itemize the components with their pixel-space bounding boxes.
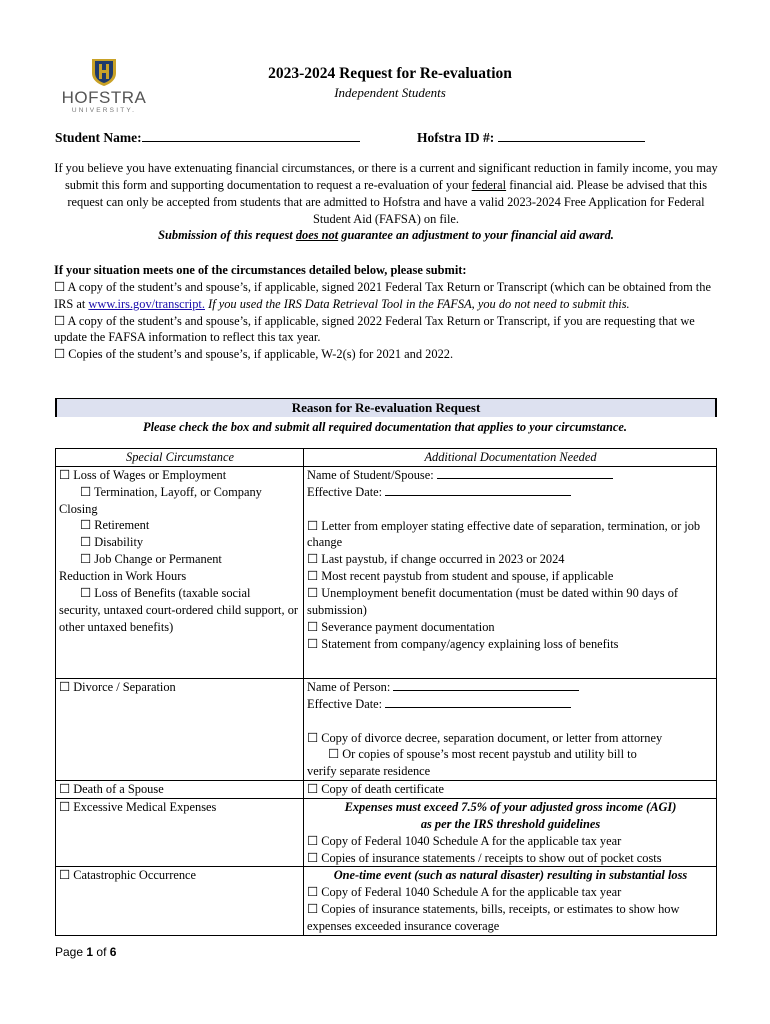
checkbox-benefits-statement[interactable]: ☐ Statement from company/agency explaining loss of benefits (307, 636, 619, 651)
checkbox-severance[interactable]: ☐ Severance payment documentation (307, 619, 495, 634)
checkbox-loss-of-benefits[interactable]: ☐ Loss of Benefits (taxable social (80, 585, 251, 600)
checkbox-catastrophic[interactable]: ☐ Catastrophic Occurrence (59, 868, 197, 883)
spouse-paystub-cont: verify separate residence (307, 764, 431, 779)
termination-cont: Closing (59, 501, 98, 516)
page-subtitle: Independent Students (334, 85, 446, 100)
checkbox-medical-expenses[interactable]: ☐ Excessive Medical Expenses (59, 800, 217, 815)
person-name-row: Name of Person: (307, 679, 714, 696)
effective-date-row: Effective Date: (307, 484, 714, 501)
checkbox-unemployment[interactable]: ☐ Unemployment benefit documentation (must be dated within 90 days of submission) (307, 586, 679, 617)
checkbox-insurance-estimates[interactable]: ☐ Copies of insurance statements, bills, receipts, or estimates to show how expenses exceeded insurance coverage (307, 902, 680, 934)
divorce-date-row: Effective Date: (307, 696, 714, 713)
table-row (56, 781, 717, 799)
checkbox-spouse-paystub[interactable]: ☐ Or copies of spouse’s most recent paystub and utility bill to (328, 747, 637, 762)
job-change-cont: Reduction in Work Hours (59, 569, 187, 584)
checkbox-death-of-spouse[interactable]: ☐ Death of a Spouse (59, 782, 164, 797)
student-spouse-name-row: Name of Student/Spouse: (307, 467, 714, 484)
page-title: 2023-2024 Request for Re-evaluation (268, 65, 512, 82)
hofstra-id-row (417, 129, 645, 147)
checkbox-disability[interactable]: ☐ Disability (80, 535, 144, 550)
situation-item-3[interactable]: ☐ Copies of the student’s and spouse’s, if applicable, W-2(s) for 2021 and 2022. (54, 347, 454, 362)
logo-subtitle: UNIVERSITY. (71, 107, 137, 114)
situation-heading: If your situation meets one of the circumstances detailed below, please submit: (54, 263, 467, 277)
student-name-row (55, 129, 360, 147)
situation-section (54, 262, 718, 363)
checkbox-insurance-receipts[interactable]: ☐ Copies of insurance statements / receipts to show out of pocket costs (307, 850, 662, 865)
page-footer: Page 1 of 6 (55, 945, 117, 959)
checkbox-retirement[interactable]: ☐ Retirement (80, 518, 150, 533)
circumstance-table (55, 448, 717, 936)
logo-wordmark: HOFSTRA (61, 88, 147, 107)
checkbox-divorce[interactable]: ☐ Divorce / Separation (59, 679, 176, 694)
page-number: 1 (86, 945, 94, 959)
checkbox-schedule-a-catastrophic[interactable]: ☐ Copy of Federal 1040 Schedule A for the applicable tax year (307, 885, 622, 900)
checkbox-last-paystub[interactable]: ☐ Last paystub, if change occurred in 2023 or 2024 (307, 552, 565, 567)
page-total: 6 (109, 945, 117, 959)
intro-federal: federal (471, 177, 507, 192)
checkbox-divorce-decree[interactable]: ☐ Copy of divorce decree, separation document, or letter from attorney (307, 730, 663, 745)
reason-instructions: Please check the box and submit all required documentation that applies to your circumstance. (143, 420, 627, 434)
intro-disclaimer: Submission of this request does not guarantee an adjustment to your financial aid award. (158, 228, 614, 243)
checkbox-employer-letter[interactable]: ☐ Letter from employer stating effective date of separation, termination, or job change (307, 518, 701, 550)
col-additional-documentation: Additional Documentation Needed (304, 449, 717, 467)
checkbox-recent-paystub[interactable]: ☐ Most recent paystub from student and spouse, if applicable (307, 569, 614, 584)
table-row (56, 466, 717, 678)
student-name-label: Student Name: (55, 130, 142, 145)
table-row (56, 799, 717, 867)
hofstra-id-label: Hofstra ID #: (417, 130, 495, 145)
effective-date-field[interactable] (385, 484, 571, 496)
hofstra-id-field[interactable] (498, 129, 645, 142)
irs-transcript-link[interactable]: www.irs.gov/transcript. (88, 296, 205, 311)
situation-item-2[interactable]: ☐ A copy of the student’s and spouse’s, if applicable, signed 2022 Federal Tax Return or Transcript, if you are requesting that we update the FAFSA information to reflect this tax year. (54, 313, 695, 345)
checkbox-job-change[interactable]: ☐ Job Change or Permanent (80, 552, 222, 567)
checkbox-schedule-a-medical[interactable]: ☐ Copy of Federal 1040 Schedule A for the applicable tax year (307, 833, 622, 848)
table-row (56, 867, 717, 935)
catastrophic-note: One-time event (such as natural disaster) resulting in substantial loss (333, 868, 688, 883)
person-name-field[interactable] (393, 679, 579, 691)
reason-title-bar: Reason for Re-evaluation Request (55, 398, 717, 417)
intro-paragraph (54, 160, 718, 244)
medical-note-2: as per the IRS threshold guidelines (420, 816, 601, 831)
student-name-field[interactable] (142, 129, 360, 142)
checkbox-loss-of-wages[interactable]: ☐ Loss of Wages or Employment (59, 467, 227, 482)
intro-text: If you believe you have extenuating financial circumstances, or there is a current and significant reduction in family income, you may submit this form and supporting documentation to request a re-evaluation of your (54, 161, 718, 192)
student-spouse-name-field[interactable] (437, 467, 613, 479)
checkbox-death-certificate[interactable]: ☐ Copy of death certificate (307, 782, 445, 797)
intro-text-end: financial aid. Please be advised that this request can only be accepted from students that are admitted to Hofstra and have a valid 2023-2024 Free Application for Federal Student Aid (FAFSA) on file. (67, 177, 708, 226)
col-special-circumstance: Special Circumstance (56, 449, 304, 467)
table-header-row (56, 449, 717, 467)
checkbox-termination[interactable]: ☐ Termination, Layoff, or Company (80, 484, 262, 499)
divorce-date-field[interactable] (385, 696, 571, 708)
situation-item-1[interactable]: ☐ A copy of the student’s and spouse’s, if applicable, signed 2021 Federal Tax Return or Transcript (which can be obtained from the IRS at www.irs.gov/transcript. If you used the IRS Data Retrieval Tool in the FAFSA, you do not need to submit this. (54, 279, 711, 311)
medical-note-1: Expenses must exceed 7.5% of your adjusted gross income (AGI) (344, 800, 677, 815)
loss-of-benefits-cont: security, untaxed court-ordered child support, or other untaxed benefits) (59, 602, 299, 634)
table-row (56, 678, 717, 780)
